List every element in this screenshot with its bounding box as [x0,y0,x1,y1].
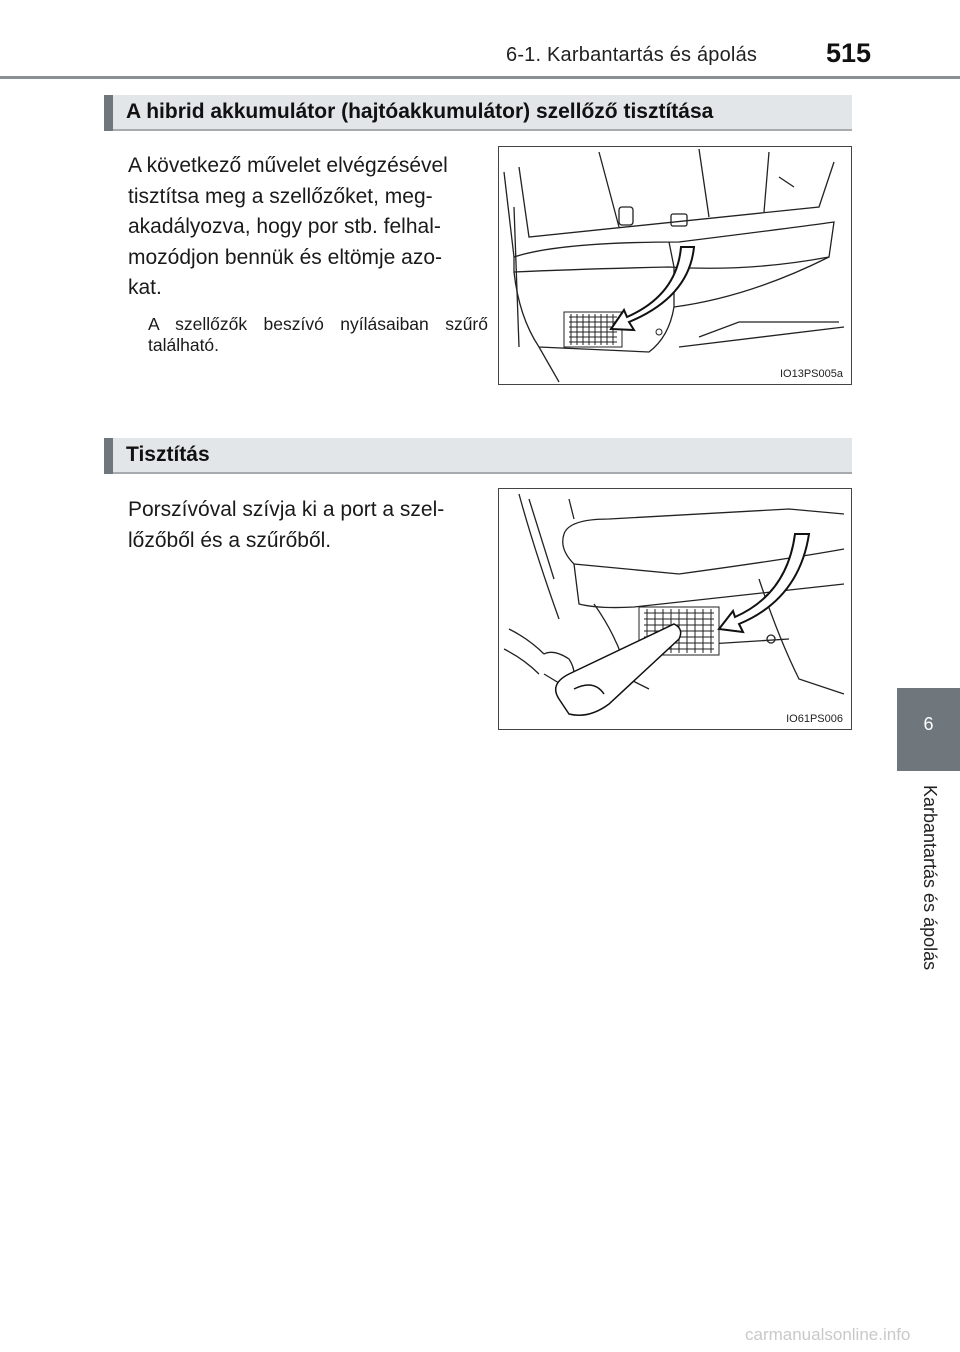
figure-vacuum-vent [498,488,852,730]
heading-accent-bar [104,95,113,131]
section-heading-ventilation [104,95,852,131]
body-line: A következő művelet elvégzésével [128,154,448,177]
chapter-tab[interactable] [897,688,960,771]
body-line: kat. [128,276,162,299]
direction-arrow [719,534,809,632]
section1-body [128,151,488,304]
body-line: tisztítsa meg a szellőzőket, meg- [128,184,433,208]
figure-code: IO13PS005a [780,368,843,380]
section1-note: A szellőzők beszívó nyílásaiban szűrő található. [148,314,488,355]
chapter-label: Karbantartás és ápolás [920,785,940,971]
running-header-title: 6-1. Karbantartás és ápolás [506,44,758,66]
figure-rear-seat-vent [498,146,852,385]
body-line: Porszívóval szívja ki a port a szel- [128,498,445,521]
heading-accent-bar [104,438,113,474]
handheld-vacuum-graphic [556,624,681,715]
rear-seat-illustration [499,147,851,384]
figure-code: IO61PS006 [786,713,843,725]
section-heading-label: A hibrid akkumulátor (hajtóakkumulátor) szellőző tisztítása [126,100,714,123]
direction-arrow [611,247,694,330]
chapter-number: 6 [923,714,934,734]
section2-body [128,495,488,556]
vacuum-cleaning-illustration [499,489,851,729]
body-line: akadályozva, hogy por stb. felhal- [128,215,441,238]
page-number: 515 [826,38,872,68]
header-rule [0,76,960,79]
body-line: mozódjon bennük és eltömje azo- [128,245,443,269]
section-heading-cleaning [104,438,852,474]
body-line: lőzőből és a szűrőből. [128,528,332,552]
watermark: carmanualsonline.info [745,1325,911,1344]
section-heading-label: Tisztítás [126,443,210,466]
